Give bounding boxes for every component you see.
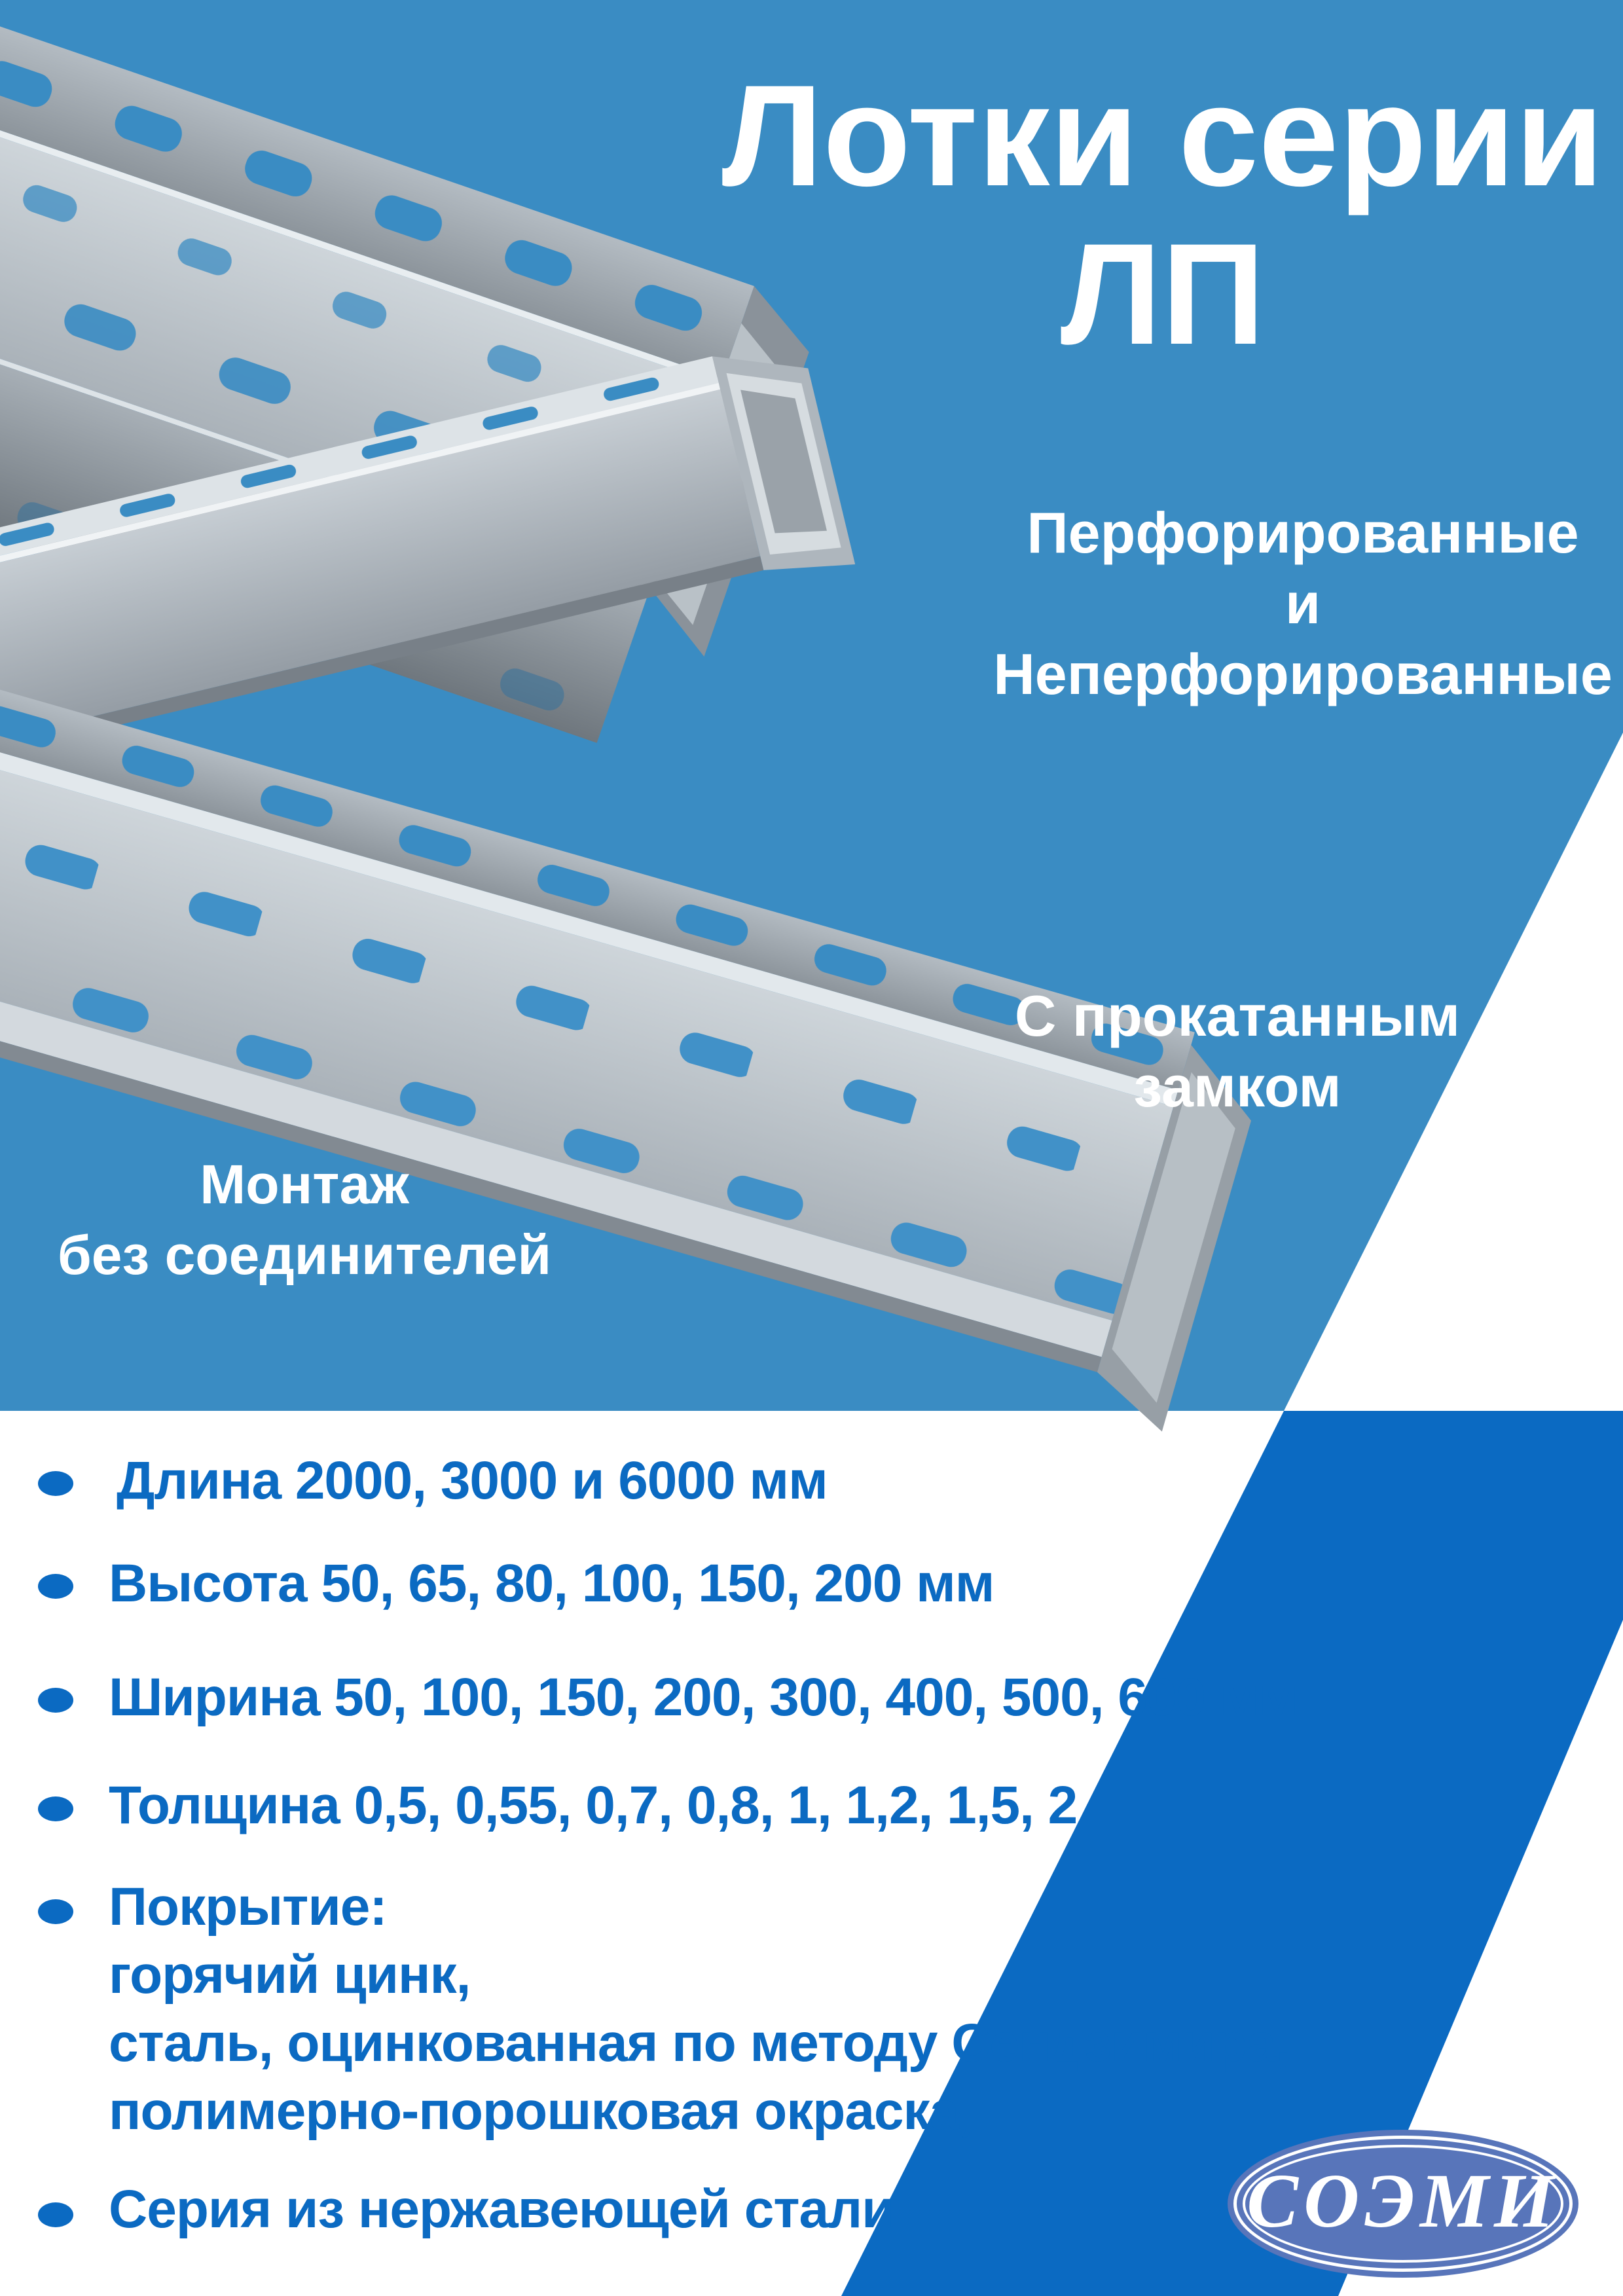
- company-logo: [1228, 2130, 1578, 2278]
- spec-coating-title: Покрытие:: [109, 1877, 387, 1937]
- spec-coating-line3: полимерно-порошковая окраска,: [109, 2081, 973, 2141]
- spec-thickness: Толщина 0,5, 0,55, 0,7, 0,8, 1, 1,2, 1,5, 2: [109, 1776, 1078, 1835]
- spec-coating-line2: сталь, оцинкованная по методу Сендзимира,: [109, 2013, 1290, 2073]
- bullet-icon: [38, 2202, 73, 2227]
- bullet-icon: [38, 1471, 73, 1496]
- spec-stainless: Серия из нержавеющей стали: [109, 2179, 894, 2239]
- label-mounting-line2: без соединителей: [57, 1224, 552, 1286]
- bullet-icon: [38, 1688, 73, 1713]
- bullet-icon: [38, 1796, 73, 1821]
- label-perforation-line1: Перфорированные: [1027, 500, 1579, 565]
- logo-text: СОЭМИ: [1247, 2158, 1559, 2244]
- bullet-icon: [38, 1899, 73, 1924]
- label-perforation-line2: и: [1285, 571, 1321, 636]
- label-rolled-lock-line1: С прокатанным: [1014, 983, 1461, 1048]
- label-mounting-line1: Монтаж: [200, 1154, 409, 1215]
- page-title-line2: ЛП: [1060, 213, 1266, 374]
- label-perforation: [982, 498, 1623, 710]
- spec-coating-line1: горячий цинк,: [109, 1945, 471, 2005]
- spec-coating: [109, 1873, 1290, 2145]
- bullet-icon: [38, 1574, 73, 1599]
- spec-length: Длина 2000, 3000 и 6000 мм: [117, 1451, 828, 1510]
- page-title-line1: Лотки серии: [721, 55, 1604, 216]
- page-title: [707, 56, 1618, 373]
- label-mounting: [36, 1150, 573, 1290]
- spec-width: Ширина 50, 100, 150, 200, 300, 400, 500, 600 мм: [109, 1667, 1298, 1727]
- spec-height: Высота 50, 65, 80, 100, 150, 200 мм: [109, 1554, 994, 1613]
- label-perforation-line3: Неперфорированные: [993, 642, 1613, 707]
- label-rolled-lock-line2: замком: [1133, 1054, 1341, 1120]
- label-rolled-lock: [936, 981, 1539, 1122]
